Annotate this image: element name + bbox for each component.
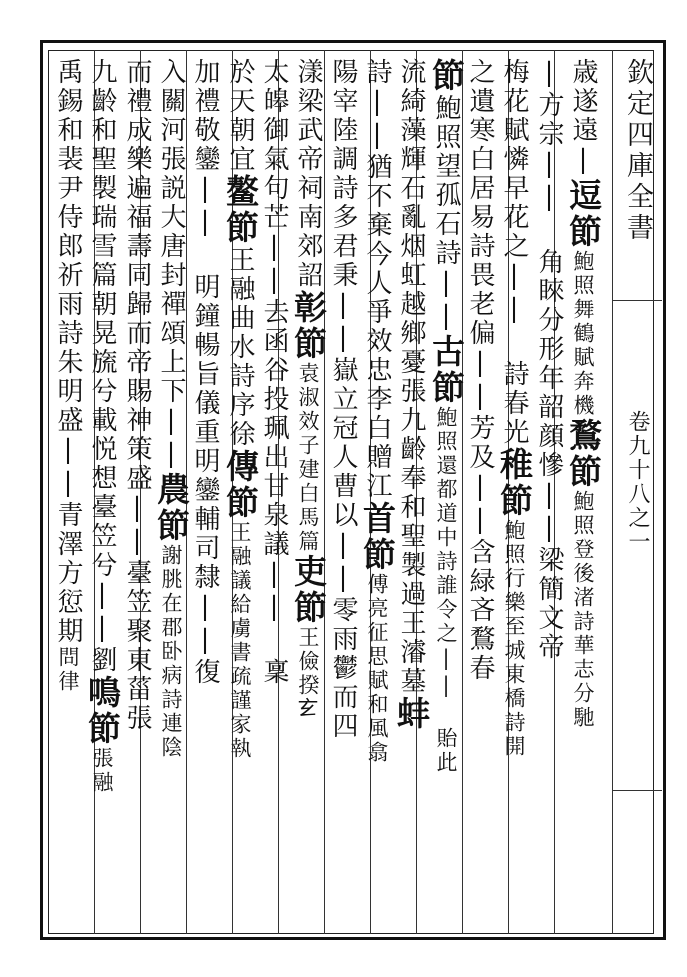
body-text: 禹錫和裴尹侍郎祈雨詩朱明盛||青澤方愆期 <box>53 58 83 646</box>
entry-heading: 鶩節 <box>564 418 603 490</box>
body-text: 梅花賦憐早花之|| 詩春光 <box>499 58 529 447</box>
annotation-text: 王儉揆𤣥 <box>296 626 320 722</box>
entry-heading: 傳節 <box>221 449 260 521</box>
body-text: 詩||猶不棄今人爭效忠李白贈江 <box>362 58 392 501</box>
body-text: 年韶顔慘||梁簡文帝 <box>534 364 564 662</box>
text-column <box>495 58 534 938</box>
text-column <box>427 58 466 938</box>
body-text: 盛||臺笠聚東菑張 <box>122 464 152 733</box>
body-text: 陽宰陸調詩多君秉||嶽立冠人曹 <box>328 58 358 501</box>
entry-heading: 吏節 <box>289 554 328 626</box>
body-text: 而禮成樂遍福壽同歸而帝賜神策 <box>122 58 152 464</box>
body-text: 九齡和聖製瑞雪篇朝晃旒兮載悦想臺笠兮||劉 <box>87 58 117 675</box>
text-column <box>221 58 260 938</box>
annotation-text: 鮑照行樂至城東橋詩開 <box>502 519 526 759</box>
body-text: 歳遂遠| <box>568 58 598 178</box>
body-text: 流綺藻輝石亂烟虹 <box>396 58 426 290</box>
text-column <box>152 58 191 938</box>
body-text: 之遺寒白居易詩畏老偏|| <box>465 58 495 414</box>
entry-heading: 彰節 <box>289 290 328 362</box>
body-text: 於天朝宜 <box>225 58 255 174</box>
annotation-text: 袁淑效子建白馬篇 <box>296 362 320 554</box>
text-column <box>83 58 122 938</box>
annotation-text: 傅亮征思賦和風翕 <box>365 573 389 765</box>
text-column <box>121 58 153 938</box>
column-rule <box>462 50 463 934</box>
text-column <box>564 58 603 938</box>
body-text: 鮑照望孤石詩|| <box>431 94 461 334</box>
body-text: 議|| 稟 <box>259 530 289 687</box>
text-column <box>258 58 290 938</box>
body-text: 去函谷投珮出甘泉 <box>259 298 289 530</box>
body-text: 鑾|| 明鐘暢旨 <box>190 145 220 389</box>
body-text: 太皞御氣句芒|| <box>259 58 289 298</box>
body-text: 以||零雨鬱而四 <box>328 501 358 741</box>
body-text: 越鄉憂張九齡奉和聖製過王濬墓 <box>396 290 426 696</box>
body-text: 入關河張説大唐封禪頌上下|| <box>156 58 186 472</box>
entry-heading: 鳴節 <box>83 675 122 747</box>
text-column <box>289 58 328 938</box>
text-column <box>464 58 496 938</box>
volume-label: 卷九十八之一 <box>625 410 650 554</box>
body-text: 加禮敬 <box>190 58 220 145</box>
entry-heading: 鳌節 <box>221 174 260 246</box>
entry-heading: 古節 <box>427 334 466 406</box>
body-text: 芳及||含緑吝鶩春 <box>465 414 495 683</box>
text-column <box>189 58 221 938</box>
annotation-text: 鮑照舞鶴賦奔機 <box>571 250 595 418</box>
entry-heading: 農節 <box>152 472 191 544</box>
entry-heading: 節 <box>427 58 466 94</box>
entry-heading: 逗節 <box>564 178 603 250</box>
annotation-text: 王融議給虜書疏謹家執 <box>228 521 252 761</box>
annotation-text: 謝朓在郡卧病詩連陰 <box>159 544 183 760</box>
text-column <box>533 58 565 938</box>
body-text: 儀重明鑾輔司隸||復 <box>190 389 220 687</box>
entry-heading: 蚌 <box>392 696 431 732</box>
text-column <box>327 58 359 938</box>
book-title: 欽定四庫全書 <box>622 58 653 244</box>
text-column <box>52 58 84 938</box>
annotation-text: 問律 <box>56 646 80 694</box>
body-text: || 角睞分形 <box>534 149 564 364</box>
annotation-text: 鮑照登後渚詩華志分馳 <box>571 490 595 730</box>
annotation-text: 鮑照還都道中詩誰令之|| 貽此 <box>434 406 458 775</box>
annotation-text: 張融 <box>90 747 114 795</box>
text-column <box>392 58 431 938</box>
column-rule <box>324 50 325 934</box>
running-header <box>614 58 660 918</box>
text-column <box>358 58 397 938</box>
header-rule <box>612 50 613 934</box>
body-text: 王融曲水詩序徐 <box>225 246 255 449</box>
body-text: |方宗 <box>534 58 564 149</box>
body-text: 漾梁武帝祠南郊詔 <box>293 58 323 290</box>
entry-heading: 稚節 <box>495 447 534 519</box>
entry-heading: 首節 <box>358 501 397 573</box>
